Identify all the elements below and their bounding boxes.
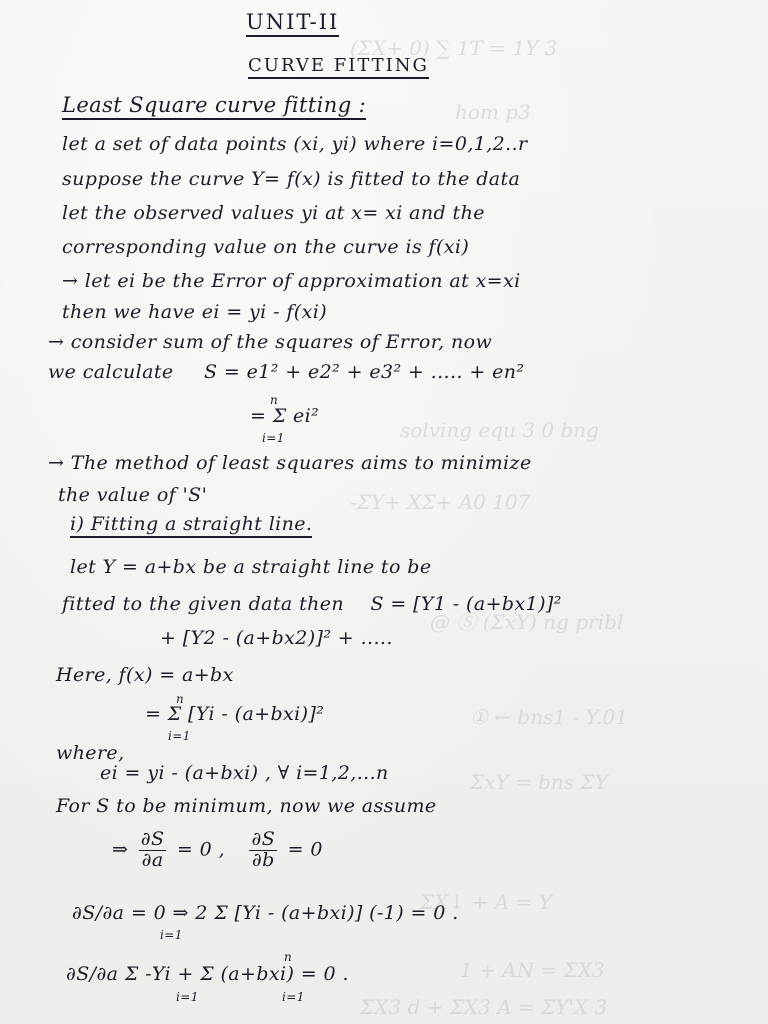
- text-line: then we have ei = yi - f(xi): [62, 301, 328, 323]
- fraction: $\frac{\partial S}{\partial b}$: [251, 828, 276, 871]
- sum-lower-limit: i=1: [176, 990, 199, 1004]
- subsection-title: i) Fitting a straight line.: [70, 513, 312, 535]
- sum-expression: = Σ ei²: [250, 405, 320, 427]
- sum-expression: = Σ [Yi - (a+bxi)]²: [145, 703, 325, 725]
- text-line: the value of 'S': [58, 484, 208, 506]
- text-line: fitted to the given data then S = [Y1 - (a+bx1)]²: [62, 593, 562, 615]
- text-line: corresponding value on the curve is f(xi): [62, 236, 470, 258]
- text-line: For S to be minimum, now we assume: [56, 795, 437, 817]
- bleed-through-text: @ Ⓢ (ΣxY) ng pribl: [430, 610, 624, 634]
- text-line: → consider sum of the squares of Error, now: [48, 331, 493, 353]
- sum-upper-limit: n: [284, 950, 293, 964]
- sum-upper-limit: n: [270, 393, 279, 407]
- bleed-through-text: ΣxY = bns ΣY: [470, 770, 608, 794]
- text-line: ei = yi - (a+bxi) , ∀ i=1,2,...n: [100, 762, 389, 784]
- sum-upper-limit: n: [176, 692, 185, 706]
- bleed-through-text: hom p3: [455, 100, 531, 124]
- text-line: Here, f(x) = a+bx: [56, 664, 234, 686]
- text-line: we calculate S = e1² + e2² + e3² + ..... + en²: [48, 361, 525, 383]
- sum-lower-limit: i=1: [262, 431, 285, 445]
- sum-lower-limit: i=1: [282, 990, 305, 1004]
- derivation-line: ∂S/∂a = 0 ⇒ 2 Σ [Yi - (a+bxi)] (-1) = 0 .: [72, 902, 459, 924]
- bleed-through-text: ① ← bns1 - Y.01: [470, 705, 628, 729]
- fraction: $\frac{\partial S}{\partial a}$: [140, 828, 165, 871]
- bleed-through-text: 1 + AN = ΣX3: [460, 958, 605, 982]
- bleed-through-text: solving equ 3 0 bng: [400, 418, 599, 442]
- text-line: let Y = a+bx be a straight line to be: [70, 556, 432, 578]
- bleed-through-text: -ΣY+ XΣ+ A0 107: [350, 490, 531, 514]
- sum-lower-limit: i=1: [160, 928, 183, 942]
- text-line: → The method of least squares aims to minimize: [48, 452, 532, 474]
- bleed-through-text: (ΣX+ 0) ∑ 1T = 1Y 3: [350, 36, 558, 60]
- derivation-line: ∂S/∂a Σ -Yi + Σ (a+bxi) = 0 .: [66, 963, 349, 985]
- text-line: suppose the curve Y= f(x) is fitted to the data: [62, 168, 521, 190]
- unit-heading: UNIT-II: [246, 10, 339, 37]
- text-line: where,: [56, 742, 125, 764]
- section-title: Least Square curve fitting :: [62, 93, 366, 117]
- text-line: let a set of data points (xi, yi) where i=0,1,2..r: [62, 133, 528, 155]
- bleed-through-text: ΣX↓ + A = Y: [420, 890, 552, 914]
- partial-derivative-conditions: ⇒ $\frac{\partial S}{\partial a}$ = 0 , $\frac{\partial S}{\partial b}$ = 0: [112, 828, 323, 871]
- sum-lower-limit: i=1: [168, 729, 191, 743]
- text-line: let the observed values yi at x= xi and the: [62, 202, 485, 224]
- text-line: + [Y2 - (a+bx2)]² + .....: [160, 627, 393, 649]
- bleed-through-text: ΣX3 d + ΣX3 A = ΣY'X 3: [360, 995, 608, 1019]
- topic-heading: CURVE FITTING: [248, 55, 429, 79]
- text-line: → let ei be the Error of approximation at x=xi: [62, 270, 521, 292]
